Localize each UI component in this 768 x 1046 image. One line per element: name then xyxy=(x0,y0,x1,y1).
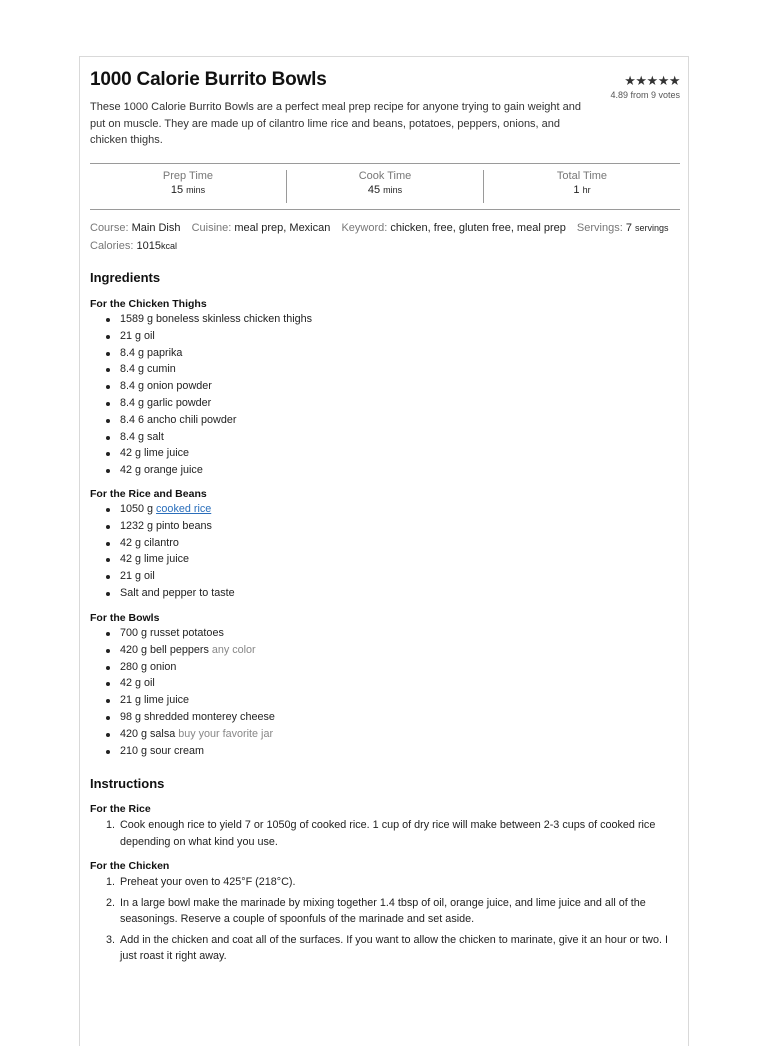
cuisine-value: meal prep, Mexican xyxy=(234,222,331,234)
servings-label: Servings: xyxy=(576,222,623,234)
ingredient-item: 8.4 g salt xyxy=(120,429,312,446)
step-number: 1. xyxy=(106,876,116,888)
instruction-group-heading: For the Chicken xyxy=(90,860,170,872)
step-text: In a large bowl make the marinade by mixing together 1.4 tbsp of oil, orange juice, and lime juice and all of the seasonings. Reserve a couple of spoonfuls of the marinade and set aside. xyxy=(120,896,646,925)
instruction-group-heading: For the Rice xyxy=(90,803,151,815)
ingredient-note: buy your favorite jar xyxy=(178,727,274,740)
step-text: Preheat your oven to 425°F (218°C). xyxy=(120,876,296,888)
prep-time-value xyxy=(90,184,286,196)
ingredient-item: 21 g oil xyxy=(120,328,312,345)
ingredient-item xyxy=(120,726,275,743)
servings-unit: servings xyxy=(635,223,669,233)
ingredient-item: 42 g lime juice xyxy=(120,445,312,462)
course-label: Course: xyxy=(90,222,129,234)
ingredient-item: 8.4 g onion powder xyxy=(120,378,312,395)
ingredient-item: 8.4 g cumin xyxy=(120,361,312,378)
cook-time-label: Cook Time xyxy=(358,170,412,182)
cook-time-unit: mins xyxy=(383,185,403,195)
ingredient-item: 8.4 6 ancho chili powder xyxy=(120,412,312,429)
recipe-card xyxy=(79,56,689,1046)
prep-time xyxy=(90,164,286,209)
ingredient-item: 98 g shredded monterey cheese xyxy=(120,709,275,726)
ingredient-item: 700 g russet potatoes xyxy=(120,625,275,642)
ingredient-note: any color xyxy=(211,643,256,656)
ingredient-item: 1589 g boneless skinless chicken thighs xyxy=(120,311,312,328)
ingredient-item: 21 g lime juice xyxy=(120,692,275,709)
total-time-unit: hr xyxy=(582,185,591,195)
rating-summary: 4.89 from 9 votes xyxy=(610,90,680,100)
course-value: Main Dish xyxy=(131,222,181,234)
recipe-meta xyxy=(90,219,680,255)
ingredient-item: 8.4 g paprika xyxy=(120,345,312,362)
servings-value[interactable]: 7 xyxy=(625,222,632,234)
prep-time-unit: mins xyxy=(186,185,206,195)
rating[interactable] xyxy=(610,73,680,100)
instruction-step xyxy=(106,874,680,891)
ingredients-heading: Ingredients xyxy=(90,270,161,285)
calories-label: Calories: xyxy=(90,240,134,252)
prep-time-number: 15 xyxy=(170,184,184,196)
rating-stars[interactable] xyxy=(610,73,680,89)
prep-time-label: Prep Time xyxy=(162,170,214,182)
calories-value: 1015 xyxy=(136,240,161,252)
recipe-summary: These 1000 Calorie Burrito Bowls are a perfect meal prep recipe for anyone trying to gain weight and put on muscle. They are made up of cilantro lime rice and beans, potatoes, peppers, onions, and chicken thighs. xyxy=(90,101,581,146)
ingredient-list xyxy=(90,501,235,602)
servings xyxy=(577,222,669,234)
keyword-label: Keyword: xyxy=(341,222,388,234)
star-icon[interactable]: ★ xyxy=(624,73,636,88)
ingredient-group-heading: For the Chicken Thighs xyxy=(90,298,207,310)
cook-time xyxy=(286,170,483,203)
instruction-step xyxy=(106,817,680,850)
ingredient-list xyxy=(90,311,312,479)
star-icon[interactable]: ★ xyxy=(668,73,680,88)
total-time-label: Total Time xyxy=(556,170,608,182)
total-time xyxy=(483,170,680,203)
instruction-list xyxy=(90,817,680,854)
recipe-title: 1000 Calorie Burrito Bowls xyxy=(90,69,327,90)
ingredient-item: 1232 g pinto beans xyxy=(120,518,235,535)
calories-unit: kcal xyxy=(160,241,177,251)
step-text: Cook enough rice to yield 7 or 1050g of cooked rice. 1 cup of dry rice will make between 2-3 cups of cooked rice depending on what kind you use. xyxy=(120,819,656,848)
total-time-number: 1 xyxy=(573,184,580,196)
ingredient-amount: 420 g salsa xyxy=(120,727,179,740)
cooked-rice-link[interactable]: cooked rice xyxy=(156,503,212,515)
instruction-step xyxy=(106,895,680,928)
ingredient-item: 210 g sour cream xyxy=(120,743,275,760)
ingredient-item: 42 g lime juice xyxy=(120,551,235,568)
instructions-heading: Instructions xyxy=(90,776,165,791)
step-number: 1. xyxy=(106,819,116,831)
ingredient-item xyxy=(120,642,275,659)
calories xyxy=(90,240,177,252)
ingredient-item: 8.4 g garlic powder xyxy=(120,395,312,412)
step-text: Add in the chicken and coat all of the surfaces. If you want to allow the chicken to marinate, give it an hour or two. I just roast it right away. xyxy=(120,933,668,962)
step-number: 2. xyxy=(106,896,116,909)
cuisine xyxy=(192,222,331,234)
ingredient-amount: 1050 g xyxy=(120,503,157,515)
ingredient-group-heading: For the Rice and Beans xyxy=(90,488,207,500)
step-number: 3. xyxy=(106,933,116,946)
star-icon[interactable]: ★ xyxy=(657,73,669,88)
recipe-meta-line-1 xyxy=(90,219,680,237)
cook-time-number: 45 xyxy=(367,184,381,196)
ingredient-item: 280 g onion xyxy=(120,659,275,676)
ingredient-item: 42 g oil xyxy=(120,675,275,692)
ingredient-group-heading: For the Bowls xyxy=(90,612,160,624)
ingredient-item: 21 g oil xyxy=(120,568,235,585)
instruction-list xyxy=(90,874,680,969)
cook-time-value xyxy=(287,184,483,196)
keyword xyxy=(341,222,565,234)
total-time-value xyxy=(484,184,680,196)
keyword-value: chicken, free, gluten free, meal prep xyxy=(390,222,566,234)
star-icon[interactable]: ★ xyxy=(635,73,647,88)
star-icon[interactable]: ★ xyxy=(646,73,658,88)
ingredient-item: 42 g orange juice xyxy=(120,462,312,479)
instruction-step xyxy=(106,932,680,965)
ingredient-list xyxy=(90,625,275,759)
ingredient-item: Salt and pepper to taste xyxy=(120,585,235,602)
ingredient-item xyxy=(120,501,235,518)
recipe-times xyxy=(90,163,680,210)
ingredient-item: 42 g cilantro xyxy=(120,535,235,552)
ingredient-amount: 420 g bell peppers xyxy=(120,643,212,656)
cuisine-label: Cuisine: xyxy=(191,222,232,234)
course xyxy=(90,222,181,234)
recipe-meta-line-2 xyxy=(90,237,680,255)
